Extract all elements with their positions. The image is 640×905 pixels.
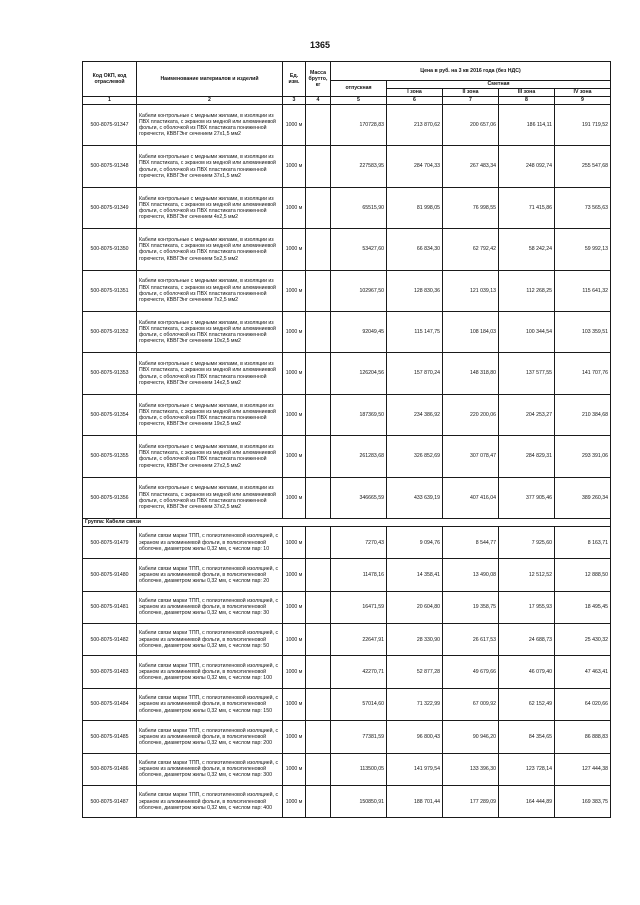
row-code: 500-8075-91485 [83,721,137,753]
row-zone-3-price: 137 577,55 [499,353,555,394]
row-name: Кабели контрольные с медными жилами, в изоляции из ПВХ пластиката, с экраном из медной или алюминиевой фольги, с оболочкой из ПВХ пластиката пониженной горючести, КВВГЭнг сечением 27x2,5 мм2 [137,436,283,477]
column-index: 2 [137,97,283,105]
row-zone-4-price: 8 163,71 [555,526,611,558]
row-zone-1-price: 128 830,36 [387,270,443,311]
table-row [83,526,611,558]
row-code: 500-8075-91479 [83,526,137,558]
row-zone-2-price: 8 544,77 [443,526,499,558]
row-name: Кабели контрольные с медными жилами, в изоляции из ПВХ пластиката, с экраном из медной или алюминиевой фольги, с оболочкой из ПВХ пластиката пониженной горючести, КВВГЭнг сечением 14x2,5 мм2 [137,353,283,394]
row-mass [306,187,331,228]
row-zone-3-price: 100 344,54 [499,311,555,352]
row-name: Кабели связи марки ТПП, с полиэтиленовой изоляцией, с экраном из алюминиевой фольги, в полиэтиленовой оболочке, диаметром жилы 0,32 мм, с числом пар: 150 [137,688,283,720]
row-wholesale-price: 11478,16 [331,559,387,591]
row-zone-2-price: 407 416,04 [443,477,499,518]
header-zone-3: III зона [499,89,555,97]
row-wholesale-price: 57014,60 [331,688,387,720]
row-zone-2-price: 26 617,53 [443,624,499,656]
row-zone-3-price: 58 242,24 [499,229,555,270]
row-zone-2-price: 76 998,55 [443,187,499,228]
row-wholesale-price: 126204,56 [331,353,387,394]
row-code: 500-8075-91481 [83,591,137,623]
row-unit: 1000 м [283,656,306,688]
row-zone-3-price: 24 688,73 [499,624,555,656]
row-code: 500-8075-91353 [83,353,137,394]
table-row [83,721,611,753]
row-zone-3-price: 7 925,60 [499,526,555,558]
table-row [83,688,611,720]
table-row [83,187,611,228]
row-mass [306,526,331,558]
row-zone-2-price: 220 200,06 [443,394,499,435]
row-wholesale-price: 22647,91 [331,624,387,656]
row-zone-4-price: 59 992,13 [555,229,611,270]
row-zone-1-price: 157 870,24 [387,353,443,394]
row-zone-3-price: 46 079,40 [499,656,555,688]
row-zone-2-price: 67 009,92 [443,688,499,720]
row-zone-1-price: 141 979,54 [387,753,443,785]
table-row [83,591,611,623]
row-mass [306,353,331,394]
row-code: 500-8075-91483 [83,656,137,688]
row-code: 500-8075-91355 [83,436,137,477]
row-unit: 1000 м [283,311,306,352]
row-wholesale-price: 53427,60 [331,229,387,270]
header-unit: Ед. изм. [283,62,306,97]
row-mass [306,559,331,591]
row-name: Кабели контрольные с медными жилами, в изоляции из ПВХ пластиката, с экраном из медной или алюминиевой фольги, с оболочкой из ПВХ пластиката пониженной горючести, КВВГЭнг сечением 5x2,5 мм2 [137,229,283,270]
table-row [83,146,611,187]
row-unit: 1000 м [283,753,306,785]
row-zone-3-price: 204 253,27 [499,394,555,435]
row-zone-1-price: 96 800,43 [387,721,443,753]
row-wholesale-price: 261283,68 [331,436,387,477]
column-index: 8 [499,97,555,105]
row-code: 500-8075-91348 [83,146,137,187]
row-zone-1-price: 188 701,44 [387,786,443,818]
table-row [83,624,611,656]
table-row [83,753,611,785]
row-name: Кабели контрольные с медными жилами, в изоляции из ПВХ пластиката, с экраном из медной или алюминиевой фольги, с оболочкой из ПВХ пластиката пониженной горючести, КВВГЭнг сечением 7x2,5 мм2 [137,270,283,311]
row-unit: 1000 м [283,105,306,146]
row-code: 500-8075-91480 [83,559,137,591]
row-zone-1-price: 66 834,30 [387,229,443,270]
row-zone-2-price: 307 078,47 [443,436,499,477]
row-zone-3-price: 84 354,65 [499,721,555,753]
page-number: 1365 [309,40,331,50]
row-zone-3-price: 377 905,46 [499,477,555,518]
row-unit: 1000 м [283,559,306,591]
row-code: 500-8075-91354 [83,394,137,435]
row-code: 500-8075-91356 [83,477,137,518]
row-name: Кабели связи марки ТПП, с полиэтиленовой изоляцией, с экраном из алюминиевой фольги, в полиэтиленовой оболочке, диаметром жилы 0,32 мм, с числом пар: 10 [137,526,283,558]
row-mass [306,105,331,146]
row-zone-1-price: 52 877,28 [387,656,443,688]
row-zone-1-price: 20 604,80 [387,591,443,623]
row-name: Кабели связи марки ТПП, с полиэтиленовой изоляцией, с экраном из алюминиевой фольги, в полиэтиленовой оболочке, диаметром жилы 0,32 мм, с числом пар: 300 [137,753,283,785]
row-wholesale-price: 150850,91 [331,786,387,818]
row-zone-3-price: 284 829,31 [499,436,555,477]
header-estimate: Сметная [387,81,611,89]
row-zone-2-price: 62 792,42 [443,229,499,270]
row-zone-1-price: 115 147,75 [387,311,443,352]
row-zone-1-price: 213 870,62 [387,105,443,146]
row-zone-4-price: 12 888,50 [555,559,611,591]
row-mass [306,688,331,720]
table-row [83,270,611,311]
row-zone-1-price: 326 852,69 [387,436,443,477]
row-zone-4-price: 169 383,75 [555,786,611,818]
row-wholesale-price: 42270,71 [331,656,387,688]
column-index: 6 [387,97,443,105]
row-zone-3-price: 186 114,11 [499,105,555,146]
row-zone-4-price: 127 444,38 [555,753,611,785]
row-zone-3-price: 123 728,14 [499,753,555,785]
row-zone-1-price: 81 998,05 [387,187,443,228]
row-mass [306,786,331,818]
row-unit: 1000 м [283,591,306,623]
row-zone-3-price: 71 415,86 [499,187,555,228]
price-table [82,61,611,818]
row-zone-2-price: 177 289,09 [443,786,499,818]
row-zone-1-price: 28 330,90 [387,624,443,656]
row-zone-4-price: 73 565,63 [555,187,611,228]
table-row [83,353,611,394]
row-name: Кабели связи марки ТПП, с полиэтиленовой изоляцией, с экраном из алюминиевой фольги, в полиэтиленовой оболочке, диаметром жилы 0,32 мм, с числом пар: 20 [137,559,283,591]
header-zone-2: II зона [443,89,499,97]
row-wholesale-price: 187369,50 [331,394,387,435]
row-zone-1-price: 14 358,41 [387,559,443,591]
row-zone-2-price: 267 483,34 [443,146,499,187]
row-code: 500-8075-91484 [83,688,137,720]
column-index: 7 [443,97,499,105]
row-wholesale-price: 7270,43 [331,526,387,558]
row-name: Кабели контрольные с медными жилами, в изоляции из ПВХ пластиката, с экраном из медной или алюминиевой фольги, с оболочкой из ПВХ пластиката пониженной горючести, КВВГЭнг сечением 19x2,5 мм2 [137,394,283,435]
row-zone-2-price: 90 946,20 [443,721,499,753]
row-code: 500-8075-91349 [83,187,137,228]
row-zone-4-price: 210 384,68 [555,394,611,435]
header-mass: Масса брутто, кг [306,62,331,97]
row-mass [306,146,331,187]
row-zone-4-price: 47 463,41 [555,656,611,688]
row-name: Кабели контрольные с медными жилами, в изоляции из ПВХ пластиката, с экраном из медной или алюминиевой фольги, с оболочкой из ПВХ пластиката пониженной горючести, КВВГЭнг сечением 37x1,5 мм2 [137,146,283,187]
row-zone-3-price: 112 268,25 [499,270,555,311]
row-unit: 1000 м [283,786,306,818]
table-row [83,436,611,477]
row-zone-2-price: 108 184,03 [443,311,499,352]
row-zone-2-price: 200 657,06 [443,105,499,146]
row-wholesale-price: 65515,90 [331,187,387,228]
row-mass [306,229,331,270]
column-index: 5 [331,97,387,105]
row-name: Кабели контрольные с медными жилами, в изоляции из ПВХ пластиката, с экраном из медной или алюминиевой фольги, с оболочкой из ПВХ пластиката пониженной горючести, КВВГЭнг сечением 4x2,5 мм2 [137,187,283,228]
row-zone-4-price: 64 020,66 [555,688,611,720]
row-unit: 1000 м [283,187,306,228]
row-name: Кабели контрольные с медными жилами, в изоляции из ПВХ пластиката, с экраном из медной или алюминиевой фольги, с оболочкой из ПВХ пластиката пониженной горючести, КВВГЭнг сечением 27x1,5 мм2 [137,105,283,146]
row-zone-4-price: 86 888,83 [555,721,611,753]
table-row [83,311,611,352]
row-code: 500-8075-91487 [83,786,137,818]
header-zone-4: IV зона [555,89,611,97]
header-price-group: Цена в руб. на 3 кв 2016 года (без НДС) [331,62,611,81]
row-zone-3-price: 17 955,93 [499,591,555,623]
row-mass [306,591,331,623]
table-row [83,656,611,688]
column-index: 3 [283,97,306,105]
column-index-row [83,97,611,105]
row-unit: 1000 м [283,436,306,477]
table-row [83,394,611,435]
column-index: 9 [555,97,611,105]
row-wholesale-price: 113500,05 [331,753,387,785]
row-name: Кабели контрольные с медными жилами, в изоляции из ПВХ пластиката, с экраном из медной или алюминиевой фольги, с оболочкой из ПВХ пластиката пониженной горючести, КВВГЭнг сечением 37x2,5 мм2 [137,477,283,518]
table-body-communication-cables [83,526,611,818]
table-row [83,786,611,818]
row-zone-2-price: 121 039,13 [443,270,499,311]
row-mass [306,311,331,352]
header-wholesale: отпускная [331,81,387,97]
row-zone-1-price: 234 386,92 [387,394,443,435]
row-unit: 1000 м [283,146,306,187]
row-unit: 1000 м [283,229,306,270]
row-name: Кабели связи марки ТПП, с полиэтиленовой изоляцией, с экраном из алюминиевой фольги, в полиэтиленовой оболочке, диаметром жилы 0,32 мм, с числом пар: 100 [137,656,283,688]
row-code: 500-8075-91351 [83,270,137,311]
row-zone-4-price: 191 719,52 [555,105,611,146]
row-zone-3-price: 164 444,89 [499,786,555,818]
row-wholesale-price: 16471,59 [331,591,387,623]
column-index: 4 [306,97,331,105]
row-code: 500-8075-91482 [83,624,137,656]
row-zone-4-price: 25 430,32 [555,624,611,656]
row-mass [306,624,331,656]
header-zone-1: I зона [387,89,443,97]
row-code: 500-8075-91350 [83,229,137,270]
column-index: 1 [83,97,137,105]
table-row [83,229,611,270]
row-wholesale-price: 92049,45 [331,311,387,352]
row-wholesale-price: 77381,59 [331,721,387,753]
row-mass [306,753,331,785]
row-name: Кабели связи марки ТПП, с полиэтиленовой изоляцией, с экраном из алюминиевой фольги, в полиэтиленовой оболочке, диаметром жилы 0,32 мм, с числом пар: 200 [137,721,283,753]
row-zone-4-price: 293 391,06 [555,436,611,477]
row-mass [306,477,331,518]
row-zone-4-price: 255 547,68 [555,146,611,187]
row-zone-4-price: 103 359,51 [555,311,611,352]
row-unit: 1000 м [283,353,306,394]
row-zone-2-price: 148 318,80 [443,353,499,394]
row-unit: 1000 м [283,624,306,656]
row-zone-4-price: 389 260,34 [555,477,611,518]
row-zone-1-price: 71 322,99 [387,688,443,720]
row-unit: 1000 м [283,477,306,518]
table-row [83,105,611,146]
row-name: Кабели связи марки ТПП, с полиэтиленовой изоляцией, с экраном из алюминиевой фольги, в полиэтиленовой оболочке, диаметром жилы 0,32 мм, с числом пар: 50 [137,624,283,656]
header-code: Код ОКП, код отраслевой [83,62,137,97]
row-zone-2-price: 13 490,08 [443,559,499,591]
row-mass [306,656,331,688]
header-name: Наименование материалов и изделий [137,62,283,97]
row-code: 500-8075-91486 [83,753,137,785]
row-code: 500-8075-91347 [83,105,137,146]
group-title: Группа: Кабели связи [83,518,611,526]
row-mass [306,270,331,311]
row-zone-4-price: 115 641,32 [555,270,611,311]
row-zone-2-price: 49 679,66 [443,656,499,688]
row-zone-1-price: 284 704,33 [387,146,443,187]
row-wholesale-price: 227583,95 [331,146,387,187]
row-zone-2-price: 133 396,30 [443,753,499,785]
row-zone-3-price: 62 152,49 [499,688,555,720]
row-wholesale-price: 346665,59 [331,477,387,518]
row-zone-4-price: 18 495,45 [555,591,611,623]
row-unit: 1000 м [283,394,306,435]
table-row [83,477,611,518]
row-unit: 1000 м [283,721,306,753]
row-code: 500-8075-91352 [83,311,137,352]
row-zone-2-price: 19 358,75 [443,591,499,623]
row-wholesale-price: 102967,50 [331,270,387,311]
table-row [83,559,611,591]
row-zone-3-price: 12 512,52 [499,559,555,591]
row-name: Кабели связи марки ТПП, с полиэтиленовой изоляцией, с экраном из алюминиевой фольги, в полиэтиленовой оболочке, диаметром жилы 0,32 мм, с числом пар: 400 [137,786,283,818]
row-zone-1-price: 9 094,76 [387,526,443,558]
table-body-control-cables [83,105,611,519]
row-name: Кабели контрольные с медными жилами, в изоляции из ПВХ пластиката, с экраном из медной или алюминиевой фольги, с оболочкой из ПВХ пластиката пониженной горючести, КВВГЭнг сечением 10x2,5 мм2 [137,311,283,352]
row-zone-3-price: 248 092,74 [499,146,555,187]
row-zone-1-price: 433 639,19 [387,477,443,518]
row-name: Кабели связи марки ТПП, с полиэтиленовой изоляцией, с экраном из алюминиевой фольги, в полиэтиленовой оболочке, диаметром жилы 0,32 мм, с числом пар: 30 [137,591,283,623]
row-mass [306,436,331,477]
row-unit: 1000 м [283,526,306,558]
row-wholesale-price: 170728,83 [331,105,387,146]
row-zone-4-price: 141 707,76 [555,353,611,394]
row-unit: 1000 м [283,270,306,311]
row-mass [306,394,331,435]
row-unit: 1000 м [283,688,306,720]
row-mass [306,721,331,753]
